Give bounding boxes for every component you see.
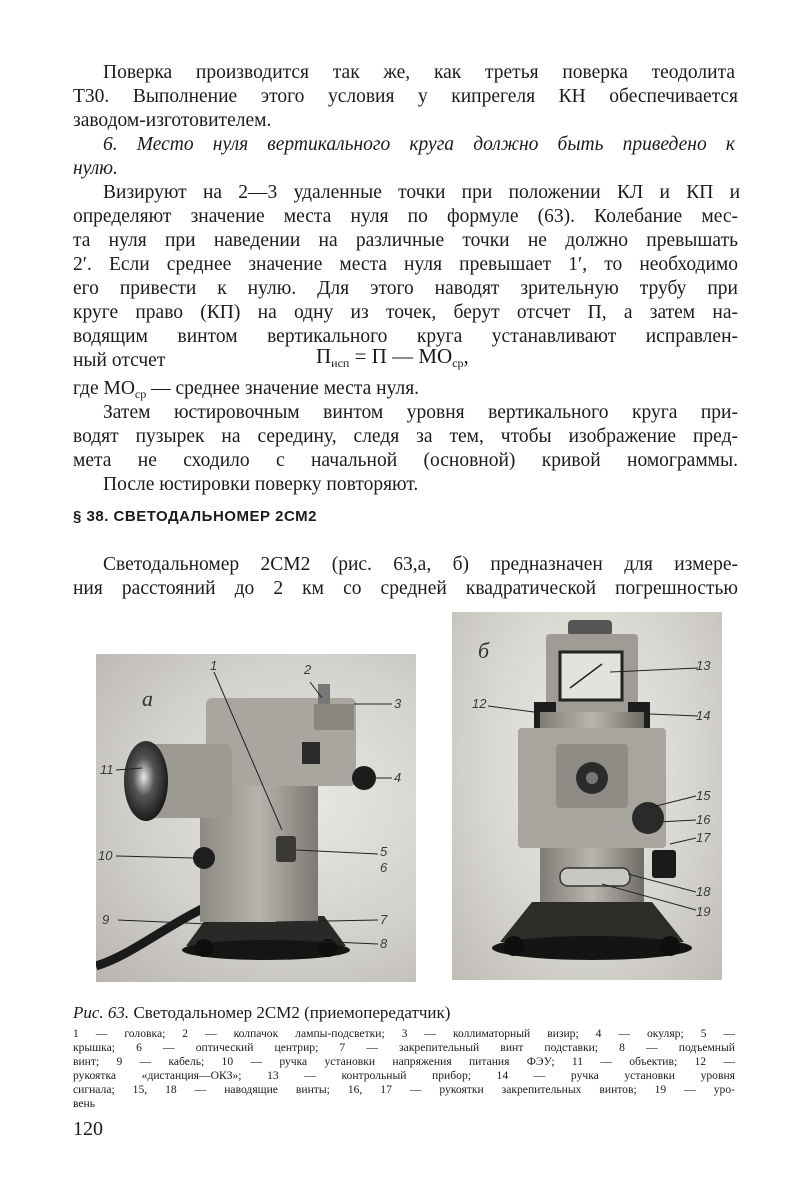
text-line: водящим винтом вертикального круга устанавливают исправлен-	[73, 326, 738, 347]
section-heading: § 38. СВЕТОДАЛЬНОМЕР 2СМ2	[73, 508, 317, 525]
callout: 8	[380, 936, 388, 951]
caption-text: Светодальномер 2СМ2 (приемопередатчик)	[129, 1003, 451, 1022]
mo-sub: ср	[134, 387, 147, 401]
text-line: мета не сходило с начальной (основной) кривой номограммы.	[73, 450, 738, 471]
text-line: Светодальномер 2СМ2 (рис. 63,а, б) предназначен для измере-	[103, 554, 738, 575]
callout: 12	[472, 696, 487, 711]
text-line: Поверка производится так же, как третья поверка теодолита	[103, 62, 735, 83]
callout: 6	[380, 860, 388, 875]
callout: 2	[304, 662, 312, 677]
callout: 15	[696, 788, 711, 803]
legend-line: крышка; 6 — оптический центрир; 7 — закрепительный винт подставки; 8 — подъемный	[73, 1041, 735, 1054]
text-line: 6. Место нуля вертикального круга должно быть приведено к	[103, 134, 735, 155]
text-line: та нуля при наведении на различные точки не должно превышать	[73, 230, 738, 251]
legend-line: сигнала; 15, 18 — наводящие винты; 16, 17 — рукоятки закрепительных винтов; 19 — уро-	[73, 1083, 735, 1096]
formula-rhs-sub: ср	[452, 356, 464, 370]
callout: 13	[696, 658, 711, 673]
text-line: определяют значение места нуля по формуле (63). Колебание мес-	[73, 206, 738, 227]
text-line: нулю.	[73, 158, 118, 179]
callout: 17	[696, 830, 711, 845]
page-number: 120	[73, 1118, 103, 1140]
callout: 3	[394, 696, 402, 711]
callout: 11	[100, 762, 114, 777]
legend-line: винт; 9 — кабель; 10 — ручка установки напряжения питания ФЭУ; 11 — объектив; 12 —	[73, 1055, 735, 1068]
callout: 18	[696, 884, 711, 899]
formula-end: ,	[463, 344, 469, 368]
callout: 7	[380, 912, 388, 927]
text-line: водят пузырек на середину, следя за тем, чтобы изображение пред-	[73, 426, 738, 447]
formula	[316, 344, 469, 371]
figure-caption	[73, 1003, 450, 1023]
text-line: круге право (КП) на одну из точек, берут отсчет П, а затем на-	[73, 302, 738, 323]
text-line: его привести к нулю. Для этого наводят зрительную трубу при	[73, 278, 738, 299]
callout: 14	[696, 708, 711, 723]
callout: 1	[210, 658, 218, 673]
photo-a	[96, 654, 416, 982]
photo-b	[452, 612, 722, 980]
callout: 5	[380, 844, 388, 859]
callout: 9	[102, 912, 110, 927]
callout: 19	[696, 904, 711, 919]
legend-line: рукоятка «дистанция—ОКЗ»; 13 — контрольный прибор; 14 — ручка установки уровня	[73, 1069, 735, 1082]
text-line: Затем юстировочным винтом уровня вертикального круга при-	[103, 402, 738, 423]
legend-line: 1 — головка; 2 — колпачок лампы-подсветки; 3 — коллиматорный визир; 4 — окуляр; 5 —	[73, 1027, 735, 1040]
rangefinder-front-illustration	[452, 612, 722, 980]
panel-letter-a: а	[142, 686, 153, 711]
text-line: Визируют на 2—3 удаленные точки при положении КЛ и КП и	[103, 182, 740, 203]
callout: 10	[98, 848, 113, 863]
formula-lhs-sub: исп	[331, 356, 350, 370]
text-line: заводом-изготовителем.	[73, 110, 272, 131]
formula-lhs: П	[316, 344, 332, 368]
mo-prefix: где МО	[73, 378, 135, 399]
caption-label: Рис. 63.	[73, 1003, 130, 1022]
text-line: 2′. Если среднее значение места нуля превышает 1′, то необходимо	[73, 254, 738, 275]
legend-line: вень	[73, 1097, 96, 1110]
text-line: ния расстояний до 2 км со средней квадратической погрешностью	[73, 578, 738, 599]
text-line: Т30. Выполнение этого условия у кипрегеля КН обеспечивается	[73, 86, 738, 107]
text-line: ный отсчет	[73, 350, 166, 371]
text-line: После юстировки поверку повторяют.	[103, 474, 419, 495]
callout: 16	[696, 812, 711, 827]
mo-suffix: — среднее значение места нуля.	[146, 378, 420, 399]
callout: 4	[394, 770, 402, 785]
panel-letter-b: б	[478, 638, 490, 663]
formula-rhs: = П — МО	[354, 344, 453, 368]
